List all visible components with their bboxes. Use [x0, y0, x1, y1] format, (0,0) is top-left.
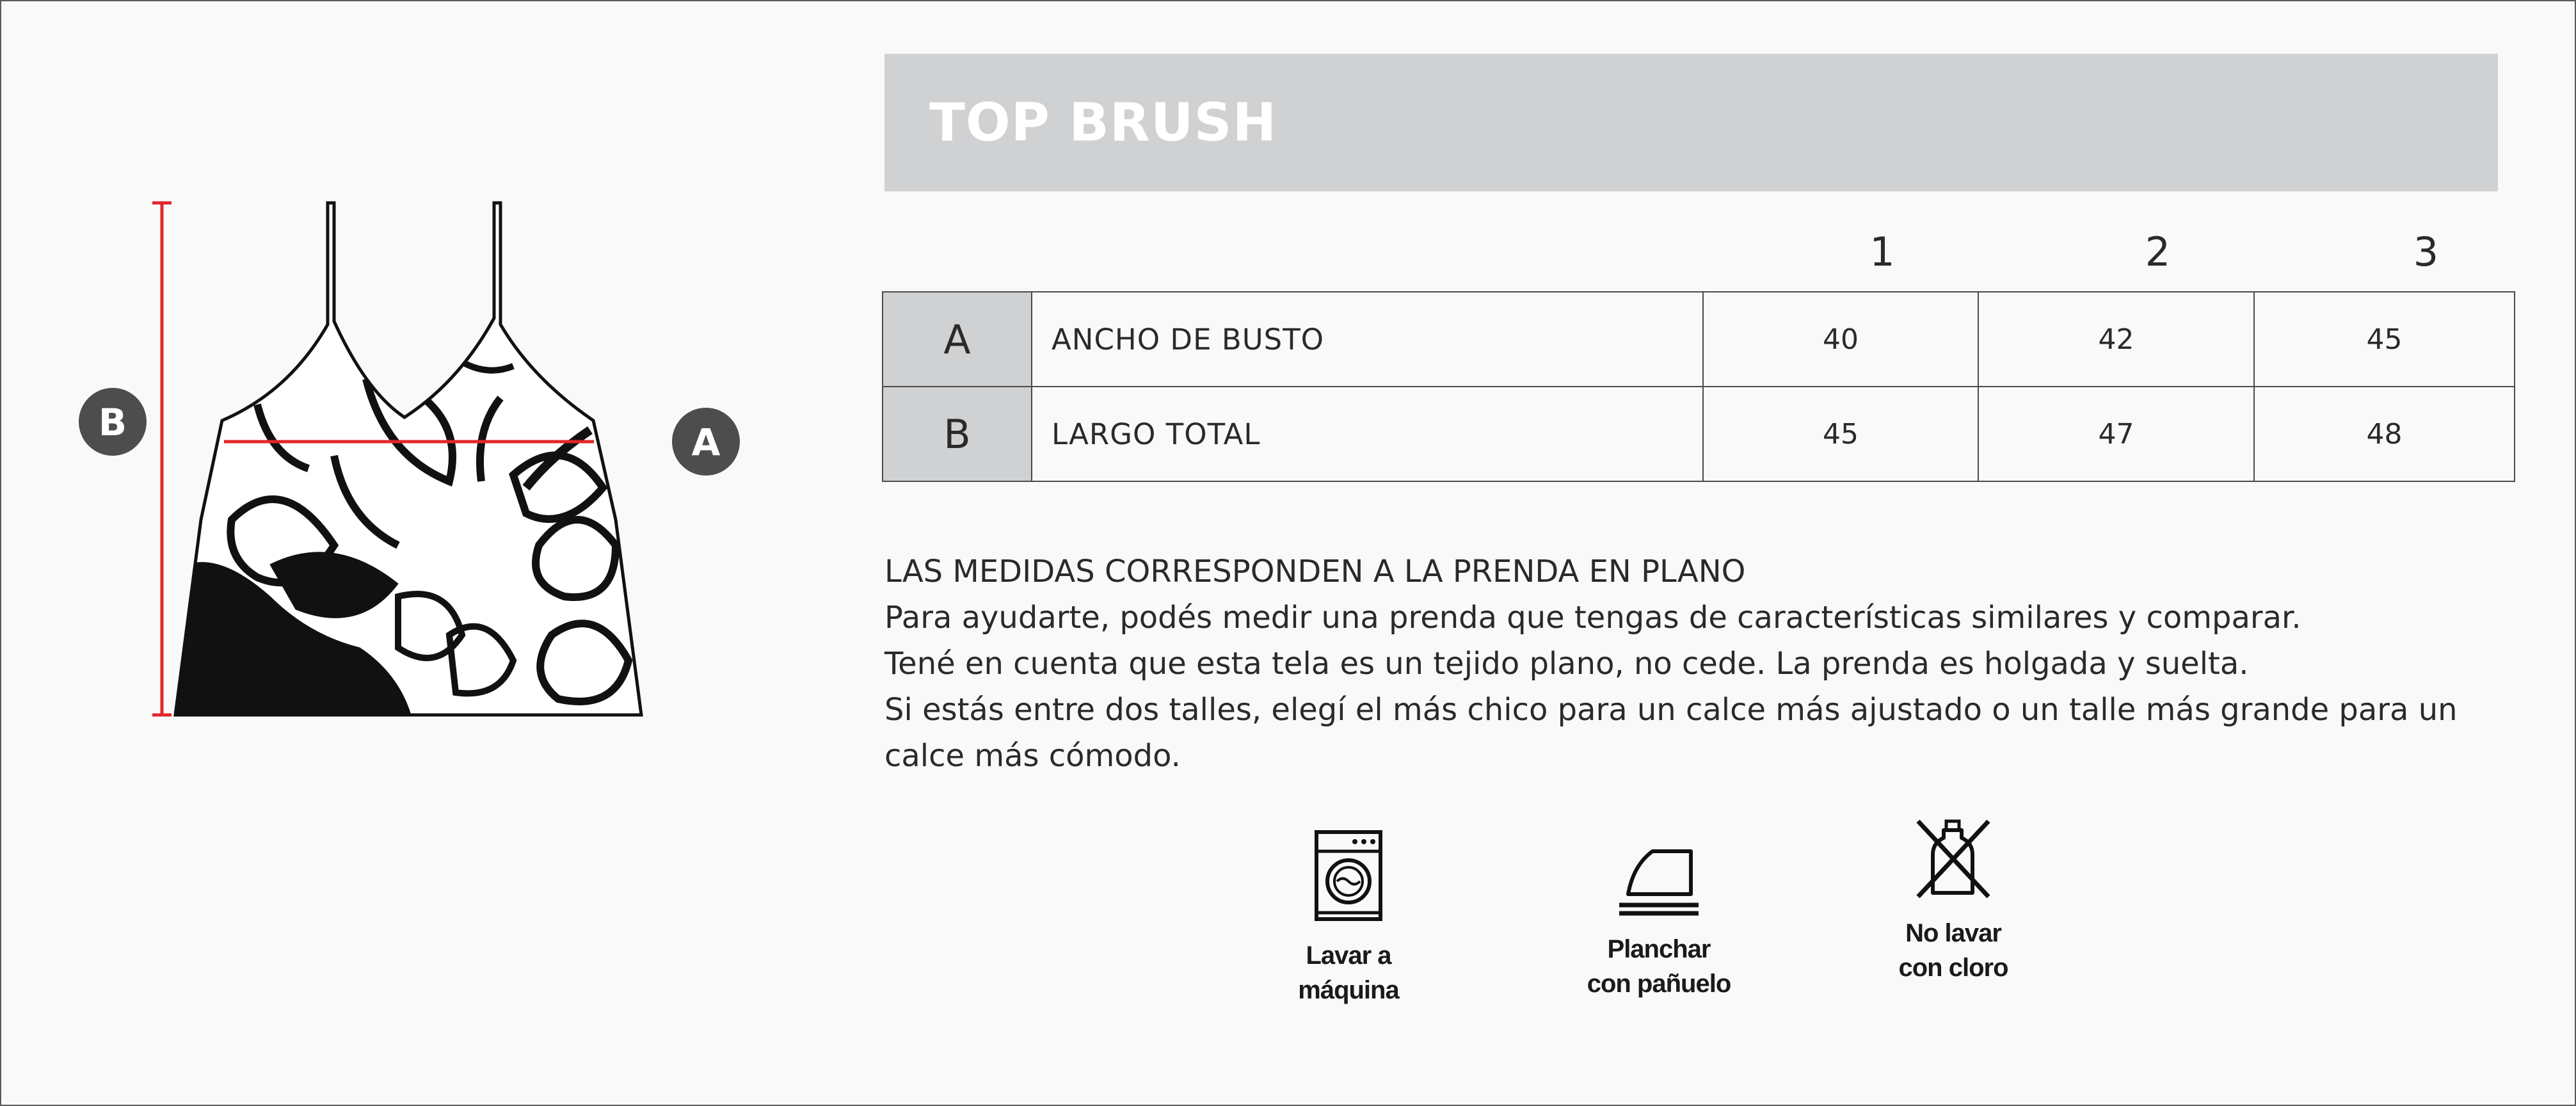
garment-illustration [65, 187, 801, 731]
measurement-notes [884, 549, 2458, 779]
table-row [883, 292, 2515, 387]
washing-machine-icon [1310, 827, 1387, 923]
garment-diagram [65, 187, 801, 731]
care-label-line1: No lavar [1905, 919, 2001, 947]
badge-length [79, 388, 147, 456]
row-label: ANCHO DE BUSTO [1032, 292, 1703, 387]
care-label-line2: con pañuelo [1587, 970, 1731, 998]
care-item-iron [1563, 833, 1755, 1001]
table-cell: 45 [2254, 292, 2515, 387]
table-cell: 48 [2254, 387, 2515, 481]
table-cell: 42 [1978, 292, 2254, 387]
svg-text:A: A [691, 421, 721, 464]
care-item-bleach [1870, 817, 2036, 985]
notes-line: Tené en cuenta que esta tela es un tejido plano, no cede. La prenda es holgada y suelta. [884, 646, 2249, 682]
care-label-line1: Lavar a [1306, 942, 1391, 970]
size-header-3: 3 [2413, 228, 2439, 275]
notes-line: Para ayudarte, podés medir una prenda que tengas de características similares y comparar. [884, 600, 2301, 636]
care-label-line2: máquina [1298, 976, 1399, 1004]
table-row [883, 387, 2515, 481]
svg-text:B: B [98, 401, 127, 444]
row-key: A [883, 292, 1032, 387]
notes-line: Si estás entre dos talles, elegí el más chico para un calce más ajustado o un talle más grande para un [884, 692, 2458, 728]
no-bleach-icon [1912, 817, 1995, 901]
size-header-1: 1 [1869, 228, 1895, 275]
size-table [882, 291, 2515, 482]
product-title: TOP BRUSH [929, 92, 1277, 153]
care-label-line2: con cloro [1898, 954, 2008, 982]
notes-heading: LAS MEDIDAS CORRESPONDEN A LA PRENDA EN PLANO [884, 554, 1746, 589]
table-cell: 40 [1703, 292, 1978, 387]
title-banner [884, 54, 2498, 191]
iron-icon [1614, 833, 1704, 917]
table-cell: 47 [1978, 387, 2254, 481]
table-cell: 45 [1703, 387, 1978, 481]
care-label-line1: Planchar [1607, 935, 1711, 963]
row-key: B [883, 387, 1032, 481]
badge-bust [672, 408, 740, 476]
row-label: LARGO TOTAL [1032, 387, 1703, 481]
notes-line: calce más cómodo. [884, 738, 1181, 774]
care-item-wash [1268, 827, 1428, 1007]
size-header-2: 2 [2145, 228, 2171, 275]
